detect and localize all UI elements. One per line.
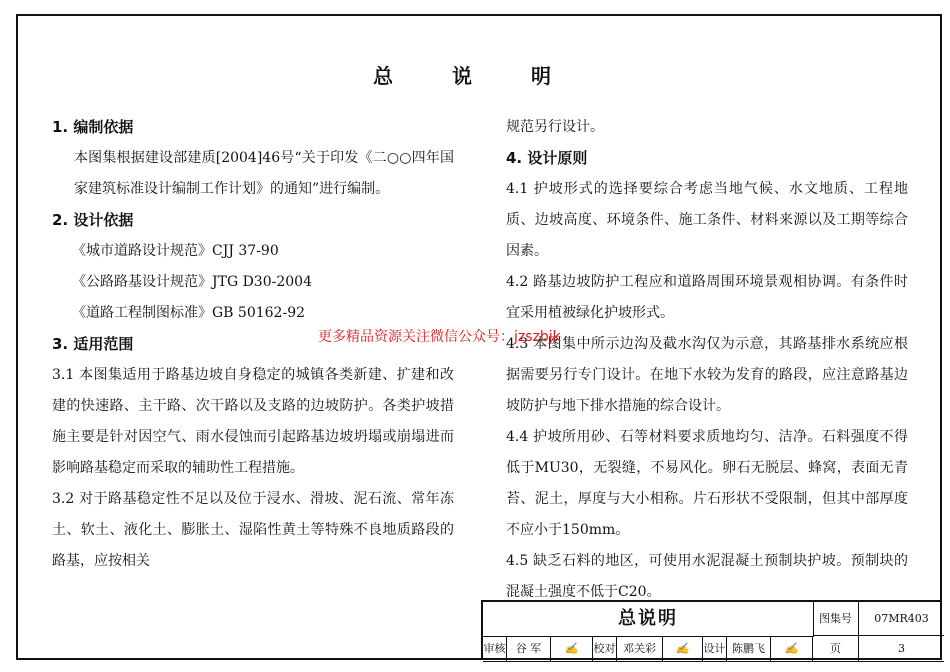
reference-item: 《公路路基设计规范》JTG D30-2004 (72, 274, 312, 290)
section-3-heading: 3. 适用范围 (52, 335, 134, 353)
designer-signature: ✍ (771, 636, 813, 662)
reviewer-name: 谷 军 (507, 636, 551, 662)
checker-signature: ✍ (663, 636, 703, 662)
reviewer-signature: ✍ (551, 636, 593, 662)
design-label: 设计 (703, 636, 727, 662)
atlas-number-label: 图集号 (813, 602, 859, 636)
section-4-1-text: 4.1 护坡形式的选择要综合考虑当地气候、水文地质、工程地质、边坡高度、环境条件、施工条件、材料来源以及工期等综合因素。 (506, 181, 908, 259)
page-title: 总 说 明 (373, 64, 577, 88)
review-label: 审核 (483, 636, 507, 662)
checker-name: 邓关彩 (617, 636, 663, 662)
page-label: 页 (813, 636, 859, 662)
section-4-heading: 4. 设计原则 (506, 149, 588, 167)
title-block (481, 600, 942, 660)
section-3-2-text: 3.2 对于路基稳定性不足以及位于浸水、滑坡、泥石流、常年冻土、软土、液化土、膨胀土、湿陷性黄土等特殊不良地质路段的路基，应按相关 (52, 491, 454, 569)
reference-item: 《城市道路设计规范》CJJ 37-90 (72, 243, 279, 259)
atlas-number: 07MR403 (859, 602, 944, 636)
section-1-heading: 1. 编制依据 (52, 118, 134, 136)
watermark-text: 更多精品资源关注微信公众号：jzszbjk (318, 329, 561, 345)
section-4-2-text: 4.2 路基边坡防护工程应和道路周围环境景观相协调。有条件时宜采用植被绿化护坡形式。 (506, 274, 908, 321)
section-4-4-text: 4.4 护坡所用砂、石等材料要求质地均匀、洁净。石料强度不得低于MU30，无裂缝，不易风化。卵石无脱层、蜂窝，表面无青苔、泥土，厚度与大小相称。片石形状不受限制，但其中部厚度不应小于150mm。 (506, 429, 908, 538)
right-column (506, 112, 908, 608)
title-block-name: 总说明 (483, 602, 814, 637)
section-4-3-text: 4.3 本图集中所示边沟及截水沟仅为示意，其路基排水系统应根据需要另行专门设计。在地下水较为发育的路段，应注意路基边坡防护与地下排水措施的综合设计。 (506, 336, 908, 414)
reference-item: 《道路工程制图标准》GB 50162-92 (72, 305, 306, 321)
check-label: 校对 (593, 636, 617, 662)
designer-name: 陈鹏飞 (727, 636, 771, 662)
continuation-text: 规范另行设计。 (506, 119, 604, 135)
section-3-1-text: 3.1 本图集适用于路基边坡自身稳定的城镇各类新建、扩建和改建的快速路、主干路、次干路以及支路的边坡防护。各类护坡措施主要是针对因空气、雨水侵蚀而引起路基边坡坍塌或崩塌进而影响路基稳定而采取的辅助性工程措施。 (52, 367, 454, 476)
section-2-heading: 2. 设计依据 (52, 211, 134, 229)
section-1-text: 本图集根据建设部建质[2004]46号“关于印发《二○○四年国家建筑标准设计编制工作计划》的通知”进行编制。 (74, 150, 454, 197)
page-number: 3 (859, 636, 944, 662)
section-4-5-text: 4.5 缺乏石料的地区，可使用水泥混凝土预制块护坡。预制块的混凝土强度不低于C20。 (506, 553, 908, 600)
